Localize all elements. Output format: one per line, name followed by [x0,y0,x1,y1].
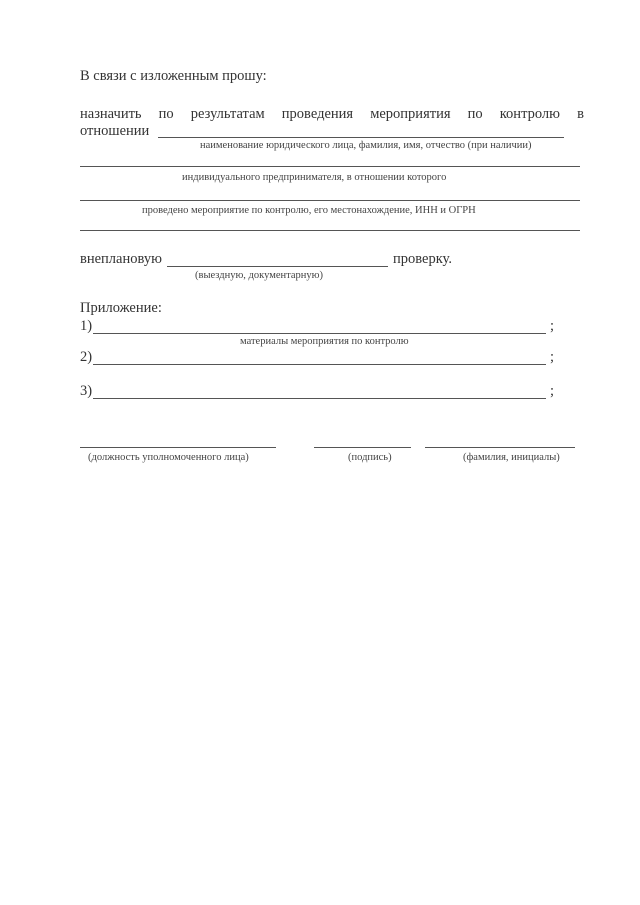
attachment-end: ; [550,349,555,365]
caption-inspection-type: (выездную, документарную) [195,270,323,281]
request-heading: В связи с изложенным прошу: [80,68,267,84]
caption-position: (должность уполномоченного лица) [88,452,249,463]
assign-word: результатам [190,106,265,122]
extra-details-field[interactable] [80,230,580,231]
entity-name-field[interactable] [158,137,564,138]
caption-attachment: материалы мероприятия по контролю [240,336,409,347]
attachment-field-3[interactable] [93,398,546,399]
event-details-field[interactable] [80,200,580,201]
inspection-label: проверку. [393,251,452,267]
assign-word: проведения [281,106,354,122]
attachment-number: 1) [80,318,93,334]
entrepreneur-field[interactable] [80,166,580,167]
attachment-number: 3) [80,383,93,399]
assign-word: контролю [499,106,560,122]
regarding-label: отношении [80,123,150,139]
assign-word: по [158,106,174,122]
attachment-end: ; [550,383,555,399]
assign-line [80,106,584,123]
assign-word: назначить [80,106,142,122]
caption-name: (фамилия, инициалы) [463,452,560,463]
caption-signature: (подпись) [348,452,392,463]
caption-entity-name: наименование юридического лица, фамилия, имя, отчество (при наличии) [200,140,532,151]
caption-event-details: проведено мероприятие по контролю, его местонахождение, ИНН и ОГРН [142,205,476,216]
attachment-heading: Приложение: [80,300,162,316]
unscheduled-label: внеплановую [80,251,162,267]
attachment-field-1[interactable] [93,333,546,334]
signature-field[interactable] [314,447,411,448]
position-field[interactable] [80,447,276,448]
caption-entrepreneur: индивидуального предпринимателя, в отношении которого [182,172,447,183]
assign-word: мероприятия [370,106,451,122]
attachment-number: 2) [80,349,93,365]
inspection-type-field[interactable] [167,266,388,267]
assign-word: в [577,106,584,122]
attachment-field-2[interactable] [93,364,546,365]
attachment-end: ; [550,318,555,334]
name-field[interactable] [425,447,575,448]
assign-word: по [467,106,483,122]
